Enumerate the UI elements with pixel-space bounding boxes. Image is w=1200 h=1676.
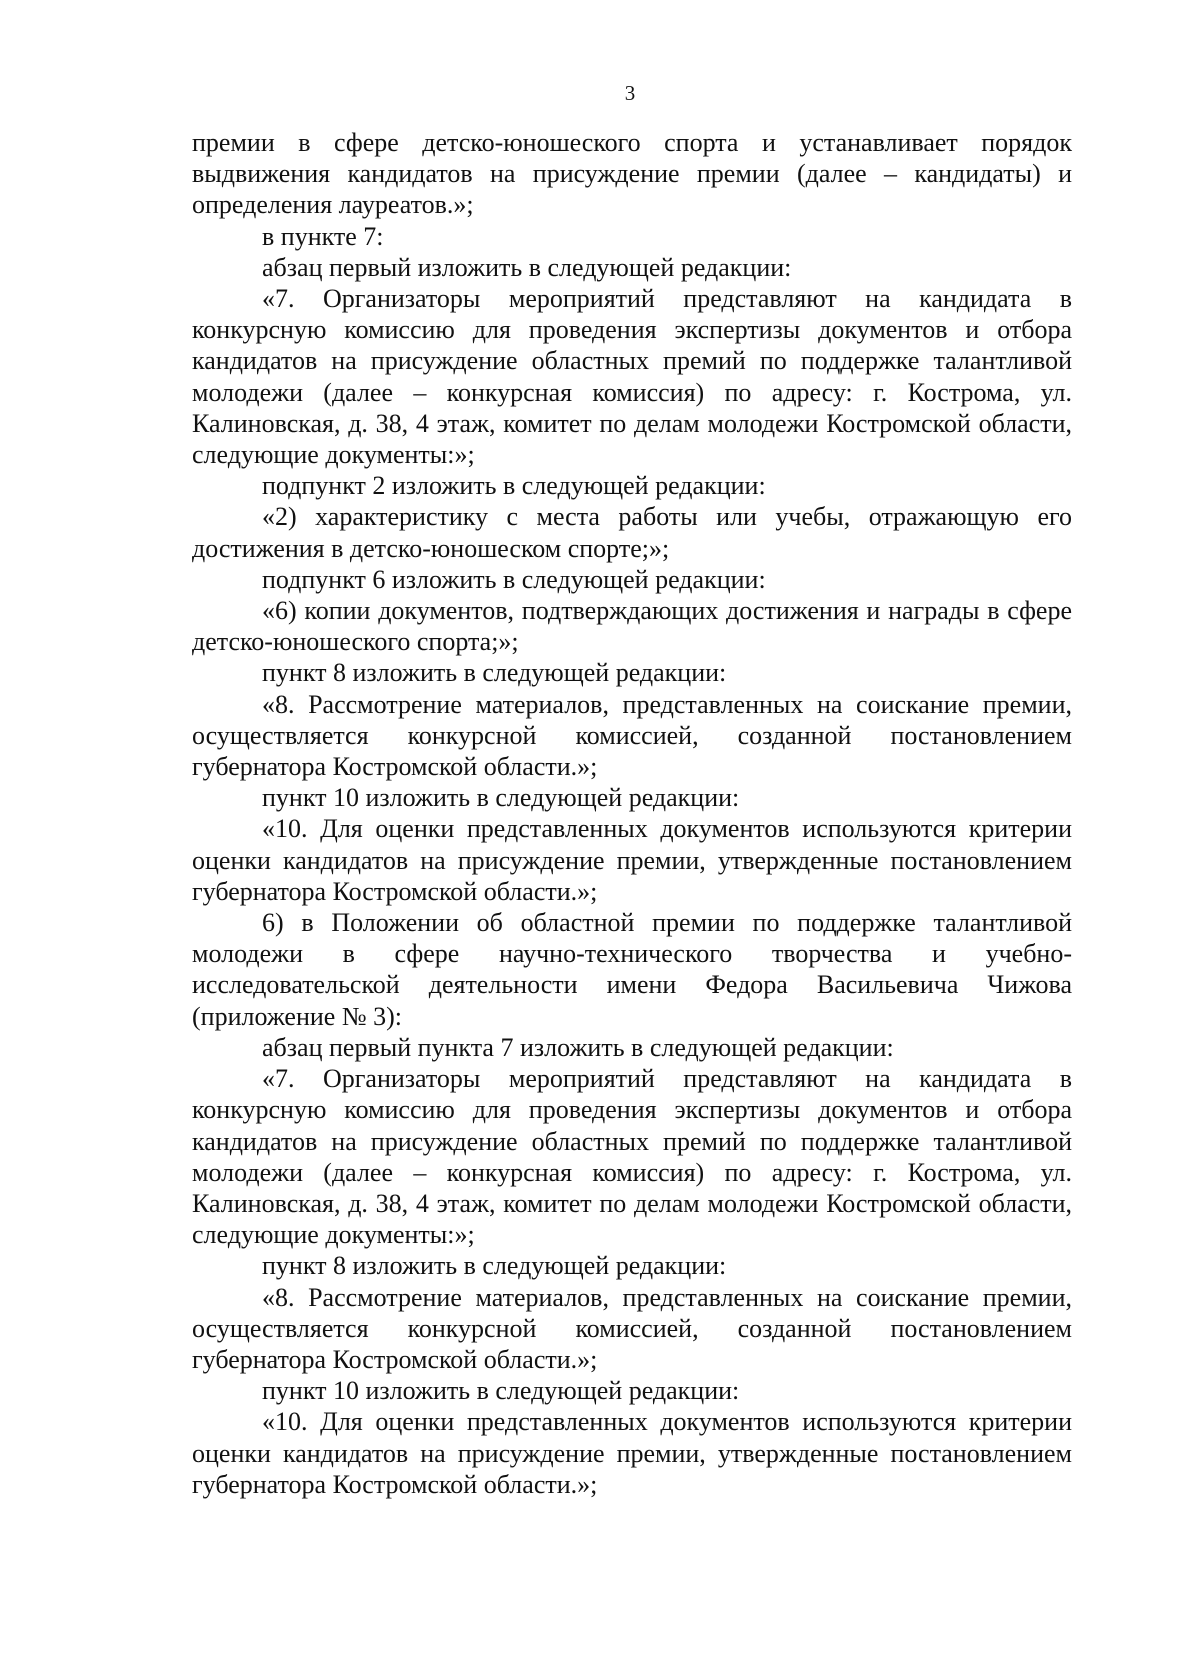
paragraph: «2) характеристику с места работы или учебы, отражающую его достижения в детско-юношеском спорте;»; [192,502,1072,563]
paragraph: пункт 8 изложить в следующей редакции: [262,658,727,688]
paragraph: «6) копии документов, подтверждающих достижения и награды в сфере детско-юношеского спорта;»; [192,596,1072,657]
paragraph: подпункт 2 изложить в следующей редакции: [262,471,766,501]
paragraph: 6) в Положении об областной премии по поддержке талантливой молодежи в сфере научно-технического творчества и учебно-исследовательской деятельности имени Федора Васильевича Чижова (приложение № 3): [192,908,1072,1031]
paragraph: пункт 10 изложить в следующей редакции: [262,1376,740,1406]
page-number: 3 [624,81,636,105]
paragraph: «10. Для оценки представленных документов используются критерии оценки кандидатов на присуждение премии, утвержденные постановлением губернатора Костромской области.»; [192,1407,1072,1499]
paragraph: пункт 10 изложить в следующей редакции: [262,783,740,813]
paragraph: «10. Для оценки представленных документов используются критерии оценки кандидатов на присуждение премии, утвержденные постановлением губернатора Костромской области.»; [192,814,1072,906]
paragraph: «8. Рассмотрение материалов, представленных на соискание премии, осуществляется конкурсной комиссией, созданной постановлением губернатора Костромской области.»; [192,1282,1072,1374]
paragraph: абзац первый пункта 7 изложить в следующей редакции: [262,1032,894,1062]
paragraph: «7. Организаторы мероприятий представляют на кандидата в конкурсную комиссию для проведения экспертизы документов и отбора кандидатов на присуждение областных премий по поддержке талантливой молодежи (далее – конкурсная комиссия) по адресу: г. Кострома, ул. Калиновская, д. 38, 4 этаж, комитет по делам молодежи Костромской области, следующие документы:»; [192,284,1072,470]
paragraph: пункт 8 изложить в следующей редакции: [262,1251,727,1281]
paragraph: подпункт 6 изложить в следующей редакции: [262,564,766,594]
paragraph: «7. Организаторы мероприятий представляют на кандидата в конкурсную комиссию для проведения экспертизы документов и отбора кандидатов на присуждение областных премий по поддержке талантливой молодежи (далее – конкурсная комиссия) по адресу: г. Кострома, ул. Калиновская, д. 38, 4 этаж, комитет по делам молодежи Костромской области, следующие документы:»; [192,1064,1072,1250]
document-body [192,127,1072,1500]
paragraph: абзац первый изложить в следующей редакции: [262,252,792,282]
paragraph-continuation: премии в сфере детско-юношеского спорта и устанавливает порядок выдвижения кандидатов на присуждение премии (далее – кандидаты) и определения лауреатов.»; [192,128,1072,220]
paragraph: в пункте 7: [262,221,384,251]
paragraph: «8. Рассмотрение материалов, представленных на соискание премии, осуществляется конкурсной комиссией, созданной постановлением губернатора Костромской области.»; [192,689,1072,782]
